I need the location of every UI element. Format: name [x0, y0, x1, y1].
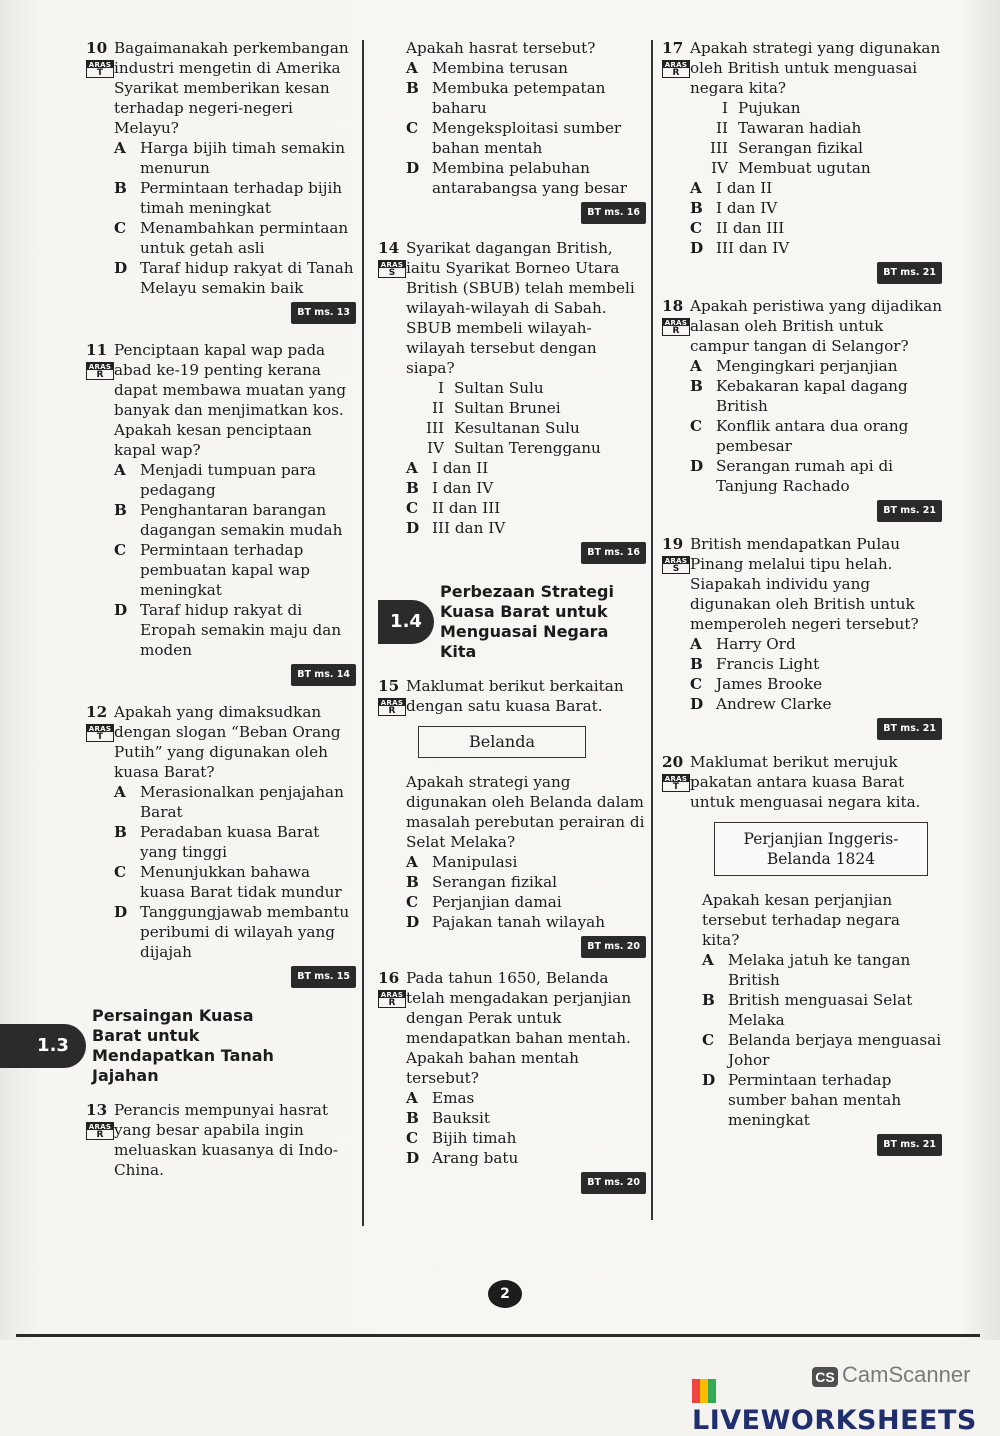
reference-badge: BT ms. 15 — [86, 966, 356, 988]
reference-badge: BT ms. 21 — [662, 1134, 942, 1156]
question-13-continued — [378, 38, 646, 224]
option-d[interactable]: D Permintaan terhadap sumber bahan mentah meningkat — [702, 1071, 902, 1129]
aras-badge: ARAS R — [86, 1122, 114, 1140]
column-divider — [651, 40, 653, 1220]
statement-iii: III Kesultanan Sulu — [426, 419, 580, 437]
section-title: Perbezaan Strategi Kuasa Barat untuk Menguasai Negara Kita — [440, 582, 614, 661]
option-b[interactable]: B British menguasai Selat Melaka — [702, 991, 913, 1029]
question-prompt: Apakah bahan mentah tersebut? — [406, 1049, 579, 1087]
question-prompt: Apakah strategi yang digunakan oleh Belanda dalam masalah perebutan perairan di Selat Melaka? — [406, 773, 645, 851]
option-c[interactable]: C Menunjukkan bahawa kuasa Barat tidak mundur — [114, 863, 342, 901]
aras-badge: ARAS R — [378, 698, 406, 716]
question-number: 15 — [378, 677, 400, 695]
question-prompt: Apakah kesan penciptaan kapal wap? — [114, 421, 312, 459]
option-c[interactable]: C James Brooke — [690, 675, 823, 693]
info-box: Perjanjian Inggeris-Belanda 1824 — [714, 822, 928, 876]
aras-badge: ARAS T — [86, 724, 114, 742]
option-b[interactable]: B Permintaan terhadap bijih timah meningkat — [114, 179, 343, 217]
question-19 — [662, 534, 942, 740]
aras-badge: ARAS T — [86, 60, 114, 78]
question-17 — [662, 38, 942, 284]
option-c[interactable]: C Belanda berjaya menguasai Johor — [702, 1031, 942, 1069]
option-b[interactable]: B Penghantaran barangan dagangan semakin mudah — [114, 501, 343, 539]
question-text: Syarikat dagangan British, iaitu Syarikat Borneo Utara British (SBUB) telah membeli wilayah-wilayah di Sabah. SBUB membeli wilayah-wilayah tersebut dengan siapa? — [406, 239, 635, 377]
question-16 — [378, 968, 646, 1194]
question-18 — [662, 296, 942, 522]
question-text: Pada tahun 1650, Belanda telah mengadakan perjanjian dengan Perak untuk mendapatkan bahan mentah. — [406, 969, 632, 1047]
question-14 — [378, 238, 646, 564]
aras-badge: ARAS S — [378, 260, 406, 278]
option-d[interactable]: D III dan IV — [690, 239, 790, 257]
option-b[interactable]: B Bauksit — [406, 1109, 490, 1127]
question-number: 18 — [662, 297, 684, 315]
option-d[interactable]: D Serangan rumah api di Tanjung Rachado — [690, 457, 894, 495]
reference-badge: BT ms. 21 — [662, 500, 942, 522]
page-edge-line — [16, 1334, 980, 1337]
question-number: 10 — [86, 39, 108, 57]
question-text: Perancis mempunyai hasrat yang besar apabila ingin meluaskan kuasanya di Indo-China. — [114, 1101, 339, 1179]
option-d[interactable]: D Tanggungjawab membantu peribumi di wilayah yang dijajah — [114, 903, 350, 961]
option-c[interactable]: C Mengeksploitasi sumber bahan mentah — [406, 119, 622, 157]
statement-iv: IV Sultan Terengganu — [427, 439, 601, 457]
reference-badge: BT ms. 14 — [86, 664, 356, 686]
aras-badge: ARAS R — [662, 318, 690, 336]
option-b[interactable]: B Membuka petempatan baharu — [406, 79, 606, 117]
option-a[interactable]: A Harry Ord — [690, 635, 796, 653]
option-b[interactable]: B Peradaban kuasa Barat yang tinggi — [114, 823, 320, 861]
column-2 — [378, 38, 646, 1204]
option-b[interactable]: B Francis Light — [690, 655, 820, 673]
question-12 — [86, 702, 356, 988]
option-a[interactable]: A Emas — [406, 1089, 475, 1107]
option-d[interactable]: D Pajakan tanah wilayah — [406, 913, 606, 931]
column-divider — [362, 40, 364, 1226]
question-11 — [86, 340, 356, 686]
liveworksheets-logo[interactable]: LIVEWORKSHEETS — [692, 1374, 1000, 1436]
question-number: 11 — [86, 341, 108, 359]
info-box: Belanda — [418, 726, 586, 758]
liveworksheets-icon — [692, 1379, 716, 1403]
reference-badge: BT ms. 21 — [662, 718, 942, 740]
option-c[interactable]: C II dan III — [690, 219, 785, 237]
question-13 — [86, 1100, 356, 1180]
aras-badge: ARAS S — [662, 556, 690, 574]
statement-i: I Pujukan — [722, 99, 801, 117]
option-d[interactable]: D Membina pelabuhan antarabangsa yang besar — [406, 159, 628, 197]
question-10 — [86, 38, 356, 324]
option-a[interactable]: A I dan II — [406, 459, 489, 477]
option-a[interactable]: A Manipulasi — [406, 853, 518, 871]
question-number: 17 — [662, 39, 684, 57]
option-c[interactable]: C Permintaan terhadap pembuatan kapal wap meningkat — [114, 541, 310, 599]
question-text: Maklumat berikut merujuk pakatan antara kuasa Barat untuk menguasai negara kita. — [690, 753, 921, 811]
column-3 — [662, 38, 942, 1166]
option-b[interactable]: B Kebakaran kapal dagang British — [690, 377, 908, 415]
aras-badge: ARAS T — [662, 774, 690, 792]
option-a[interactable]: A Menjadi tumpuan para pedagang — [114, 461, 317, 499]
question-text: Penciptaan kapal wap pada abad ke-19 penting kerana dapat membawa muatan yang banyak dan menjimatkan kos. — [114, 341, 347, 419]
aras-badge: ARAS R — [378, 990, 406, 1008]
option-b[interactable]: B I dan IV — [690, 199, 778, 217]
option-a[interactable]: A I dan II — [690, 179, 773, 197]
section-title: Persaingan Kuasa Barat untuk Mendapatkan Tanah Jajahan — [92, 1006, 274, 1085]
camscanner-watermark: CS CamScanner — [812, 1362, 970, 1388]
question-text: Maklumat berikut berkaitan dengan satu kuasa Barat. — [406, 677, 624, 715]
option-d[interactable]: D Arang batu — [406, 1149, 519, 1167]
question-number: 20 — [662, 753, 684, 771]
section-number: 1.4 — [378, 600, 434, 644]
question-20 — [662, 752, 942, 1156]
section-1-3-header — [0, 1006, 356, 1086]
column-1 — [37, 38, 356, 1184]
option-c[interactable]: C II dan III — [406, 499, 501, 517]
reference-badge: BT ms. 16 — [378, 202, 646, 224]
question-text: Apakah peristiwa yang dijadikan alasan oleh British untuk campur tangan di Selangor? — [690, 297, 943, 355]
aras-badge: ARAS R — [86, 362, 114, 380]
option-d[interactable]: D Andrew Clarke — [690, 695, 832, 713]
section-number: 1.3 — [0, 1024, 86, 1068]
option-a[interactable]: A Harga bijih timah semakin menurun — [114, 139, 346, 177]
page-number: 2 — [488, 1280, 522, 1308]
question-15 — [378, 676, 646, 958]
statement-ii: II Sultan Brunei — [432, 399, 561, 417]
option-b[interactable]: B Serangan fizikal — [406, 873, 557, 891]
statement-iv: IV Membuat ugutan — [711, 159, 871, 177]
statement-i: I Sultan Sulu — [438, 379, 544, 397]
option-a[interactable]: A Mengingkari perjanjian — [690, 357, 898, 375]
option-b[interactable]: B I dan IV — [406, 479, 494, 497]
reference-badge: BT ms. 16 — [378, 542, 646, 564]
question-number: 13 — [86, 1101, 108, 1119]
option-c[interactable]: C Menambahkan permintaan untuk getah asli — [114, 219, 349, 257]
option-c[interactable]: C Bijih timah — [406, 1129, 517, 1147]
question-number: 14 — [378, 239, 400, 257]
option-d[interactable]: D Taraf hidup rakyat di Tanah Melayu semakin baik — [114, 259, 354, 297]
question-number: 16 — [378, 969, 400, 987]
statement-iii: III Serangan fizikal — [710, 139, 863, 157]
question-text: Bagaimanakah perkembangan industri mengetin di Amerika Syarikat memberikan kesan terhadap negeri-negeri Melayu? — [114, 39, 349, 137]
question-text: British mendapatkan Pulau Pinang melalui tipu helah. Siapakah individu yang digunakan oleh British untuk memperoleh negeri tersebut? — [690, 535, 919, 633]
question-number: 12 — [86, 703, 108, 721]
question-text: Apakah yang dimaksudkan dengan slogan “Beban Orang Putih” yang digunakan oleh kuasa Barat? — [114, 703, 341, 781]
question-prompt: Apakah kesan perjanjian tersebut terhadap negara kita? — [702, 891, 900, 949]
option-a[interactable]: A Merasionalkan penjajahan Barat — [114, 783, 344, 821]
option-c[interactable]: C Perjanjian damai — [406, 893, 562, 911]
reference-badge: BT ms. 20 — [378, 936, 646, 958]
question-prompt: Apakah hasrat tersebut? — [406, 39, 596, 57]
option-c[interactable]: C Konflik antara dua orang pembesar — [690, 417, 909, 455]
reference-badge: BT ms. 20 — [378, 1172, 646, 1194]
option-d[interactable]: D III dan IV — [406, 519, 506, 537]
statement-ii: II Tawaran hadiah — [716, 119, 862, 137]
section-1-4-header — [378, 582, 646, 662]
option-a[interactable]: A Melaka jatuh ke tangan British — [702, 951, 911, 989]
aras-badge: ARAS R — [662, 60, 690, 78]
camscanner-logo-icon: CS — [812, 1367, 838, 1387]
option-d[interactable]: D Taraf hidup rakyat di Eropah semakin maju dan moden — [114, 601, 342, 659]
question-number: 19 — [662, 535, 684, 553]
reference-badge: BT ms. 13 — [86, 302, 356, 324]
question-text: Apakah strategi yang digunakan oleh British untuk menguasai negara kita? — [690, 39, 941, 97]
option-a[interactable]: A Membina terusan — [406, 59, 568, 77]
reference-badge: BT ms. 21 — [662, 262, 942, 284]
